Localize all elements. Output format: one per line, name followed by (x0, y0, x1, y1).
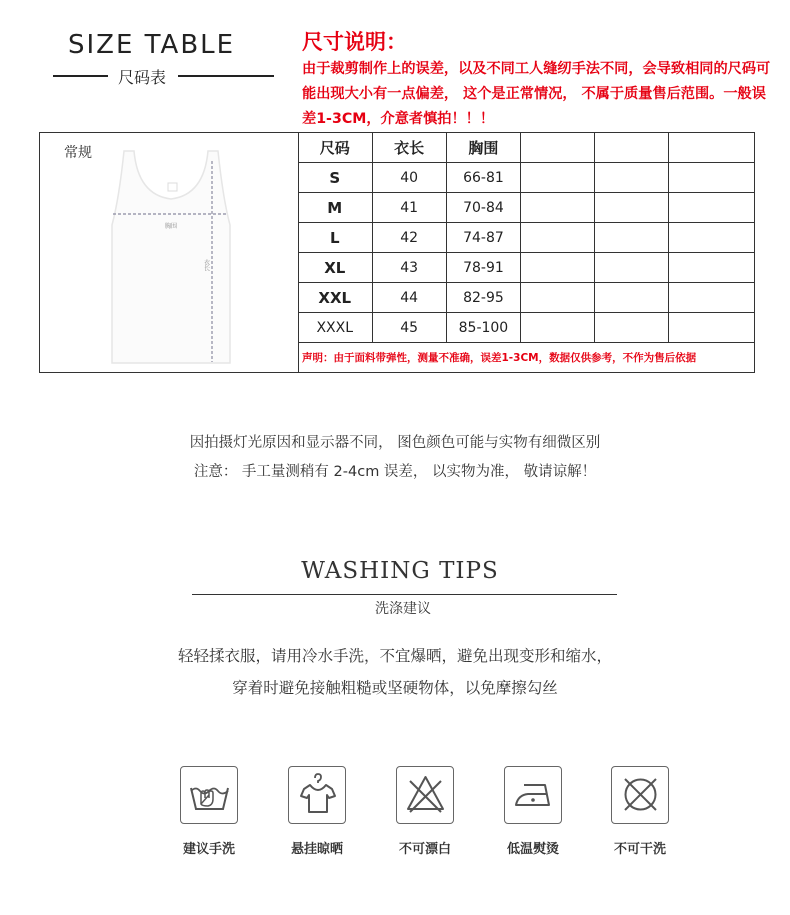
garment-diagram-panel (40, 133, 299, 372)
size-cell: XXL (298, 283, 372, 313)
table-row (298, 283, 754, 313)
empty-cell (595, 253, 669, 283)
divider (178, 75, 274, 77)
empty-cell (595, 223, 669, 253)
washing-tips-subtitle: 洗涤建议 (375, 601, 431, 617)
table-row (298, 253, 754, 283)
size-table (298, 133, 754, 343)
length-label: 衣长 (202, 259, 210, 271)
care-label: 不可漂白 (398, 842, 451, 857)
header-chest: 胸围 (446, 133, 520, 163)
empty-cell (521, 253, 595, 283)
chest-cell: 78-91 (446, 253, 520, 283)
empty-cell (595, 283, 669, 313)
header-length: 衣长 (372, 133, 446, 163)
washing-instruction: 轻轻揉衣服，请用冷水手洗，不宜爆晒，避免出现变形和缩水， (177, 647, 612, 665)
length-cell: 41 (372, 193, 446, 223)
size-table-title: SIZE TABLE (68, 30, 236, 60)
size-cell: S (298, 163, 372, 193)
empty-cell (595, 313, 669, 343)
divider (53, 75, 108, 77)
size-notice-text: 由于裁剪制作上的误差，以及不同工人缝纫手法不同，会导致相同的尺码可能出现大小有一点偏差， 这个是正常情况， 不属于质量售后范围。一般误差1-3CM，介意者慎拍！！！ (302, 61, 771, 127)
empty-cell (669, 313, 754, 343)
empty-cell (521, 193, 595, 223)
size-table-subtitle: 尺码表 (118, 68, 167, 87)
empty-cell (595, 163, 669, 193)
care-label: 不可干洗 (613, 842, 666, 857)
length-cell: 43 (372, 253, 446, 283)
care-label: 建议手洗 (182, 842, 235, 857)
size-chart (39, 132, 755, 373)
size-cell: XXXL (298, 313, 372, 343)
measurement-note: 注意： 手工量测稍有 2-4cm 误差， 以实物为准， 敬请谅解！ (193, 464, 597, 480)
fit-label: 常规 (64, 145, 92, 161)
care-item-no-dry-clean (609, 766, 671, 857)
no-dry-clean-icon (611, 766, 669, 824)
tank-top-diagram (40, 133, 298, 372)
care-label: 低温熨烫 (506, 842, 559, 857)
empty-cell (669, 163, 754, 193)
chest-cell: 82-95 (446, 283, 520, 313)
length-cell: 42 (372, 223, 446, 253)
empty-cell (595, 193, 669, 223)
length-cell: 40 (372, 163, 446, 193)
empty-cell (521, 283, 595, 313)
empty-cell (669, 283, 754, 313)
chest-cell: 66-81 (446, 163, 520, 193)
hang-dry-icon (288, 766, 346, 824)
no-bleach-icon (396, 766, 454, 824)
header-empty (595, 133, 669, 163)
header-empty (669, 133, 754, 163)
hand-wash-icon (180, 766, 238, 824)
empty-cell (669, 223, 754, 253)
care-item-hand-wash (178, 766, 240, 857)
chest-label: 胸围 (165, 223, 178, 230)
table-row (298, 223, 754, 253)
washing-instruction: 穿着时避免接触粗糙或坚硬物体，以免摩擦勾丝 (232, 679, 558, 697)
table-row (298, 193, 754, 223)
empty-cell (521, 223, 595, 253)
color-note: 因拍摄灯光原因和显示器不同， 图色颜色可能与实物有细微区别 (189, 435, 601, 451)
length-cell: 44 (372, 283, 446, 313)
size-notice-title: 尺寸说明： (302, 30, 407, 54)
size-cell: L (298, 223, 372, 253)
care-item-no-bleach (394, 766, 456, 857)
divider (192, 594, 617, 595)
chest-cell: 85-100 (446, 313, 520, 343)
low-iron-icon (504, 766, 562, 824)
empty-cell (669, 193, 754, 223)
empty-cell (521, 163, 595, 193)
table-row (298, 163, 754, 193)
size-cell: M (298, 193, 372, 223)
table-row (298, 313, 754, 343)
empty-cell (521, 313, 595, 343)
length-cell: 45 (372, 313, 446, 343)
header-size: 尺码 (298, 133, 372, 163)
header-empty (521, 133, 595, 163)
empty-cell (669, 253, 754, 283)
care-item-low-iron (502, 766, 564, 857)
care-label: 悬挂晾晒 (290, 842, 343, 857)
table-header-row (298, 133, 754, 163)
size-disclaimer: 声明：由于面料带弹性，测量不准确，误差1-3CM，数据仅供参考，不作为售后依据 (298, 342, 754, 372)
washing-tips-title: WASHING TIPS (301, 558, 499, 584)
chest-cell: 70-84 (446, 193, 520, 223)
care-item-hang-dry (286, 766, 348, 857)
chest-cell: 74-87 (446, 223, 520, 253)
size-cell: XL (298, 253, 372, 283)
